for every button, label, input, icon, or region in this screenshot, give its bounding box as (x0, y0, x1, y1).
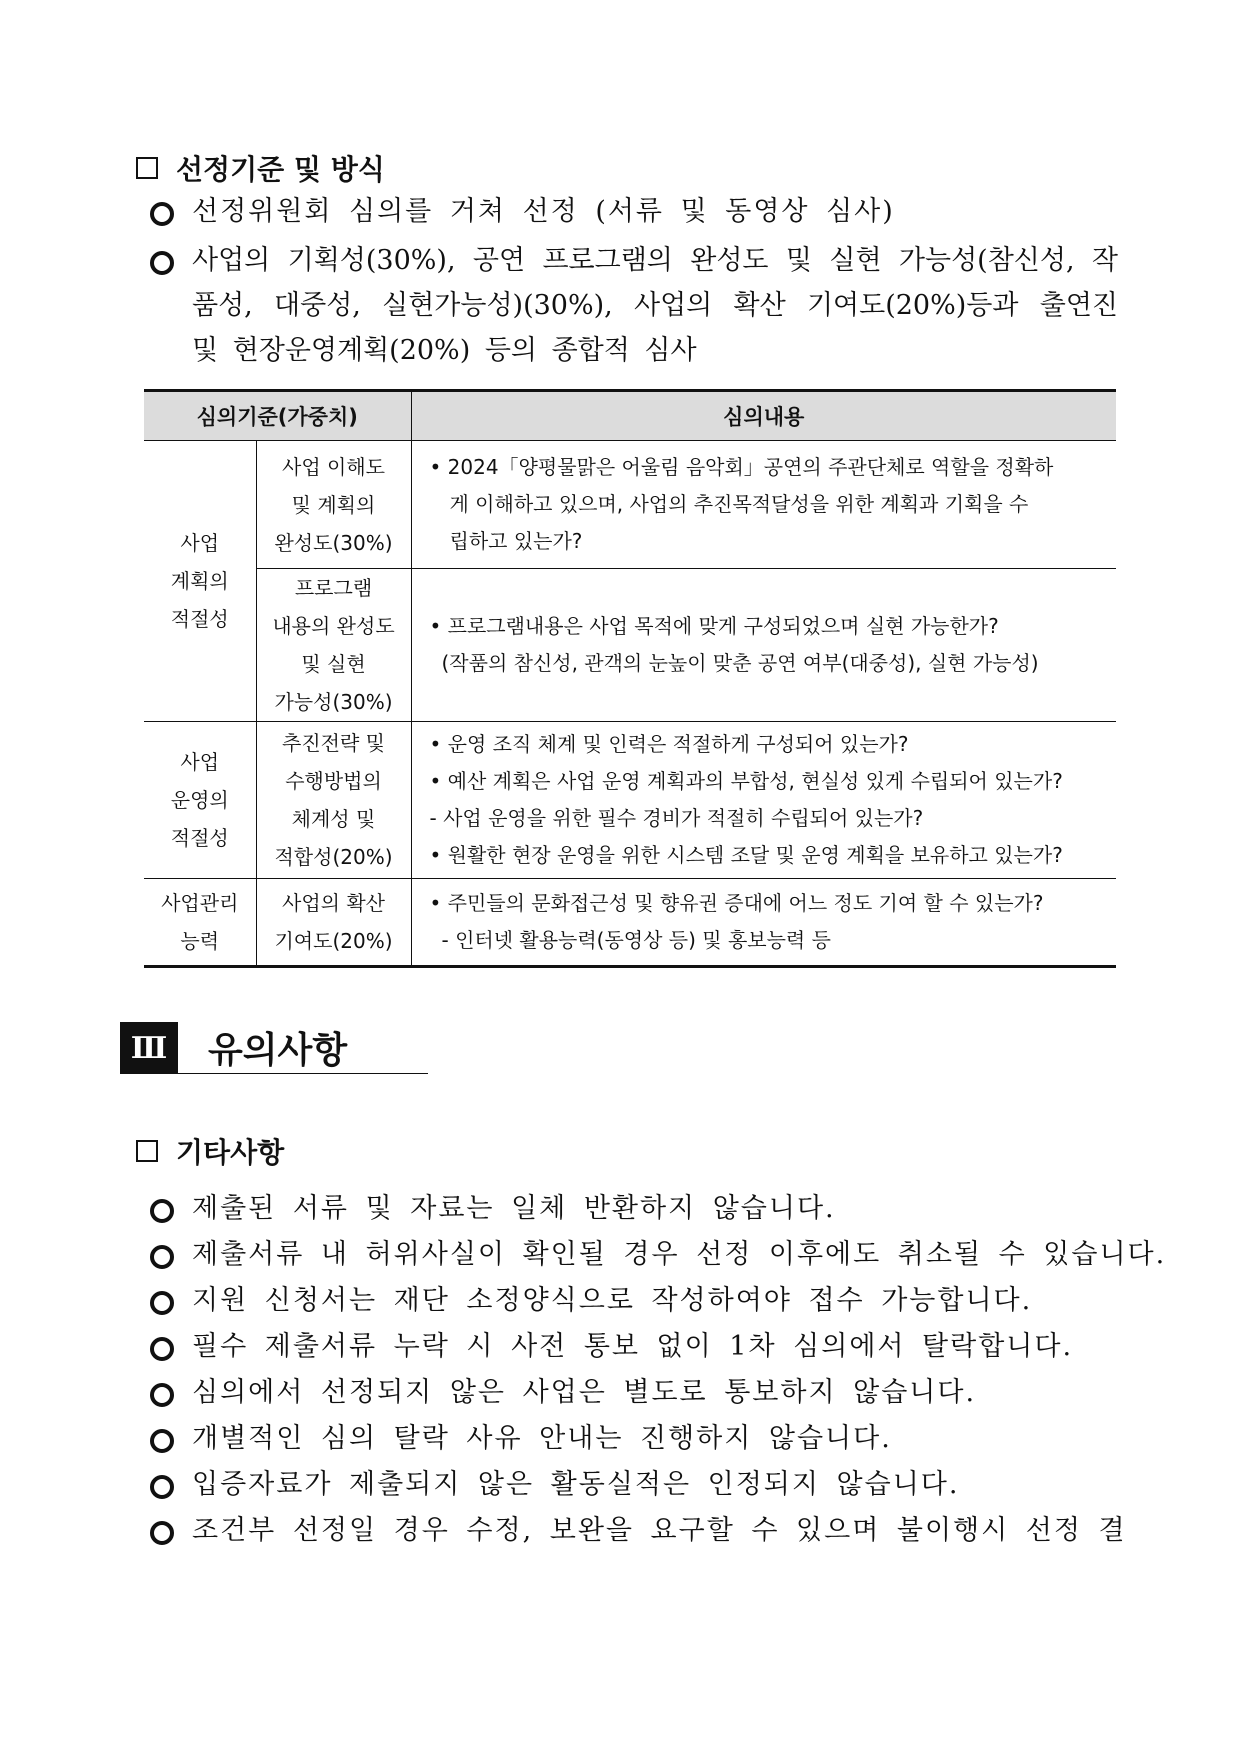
content-cell: • 주민들의 문화접근성 및 향유권 증대에 어느 정도 기여 할 수 있는가? - 인터넷 활용능력(동영상 등) 및 홍보능력 등 (429, 891, 1044, 952)
content-cell: • 2024「양평물맑은 어울림 음악회」공연의 주관단체로 역할을 정확하 게 이해하고 있으며, 사업의 추진목적달성을 위한 계획과 기획을 수 립하고 있는가? (411, 441, 1116, 569)
circle-bullet-icon (150, 1291, 174, 1315)
section-heading-other (136, 1131, 284, 1171)
circle-bullet-icon (150, 1521, 174, 1545)
category-cell: 사업 계획의 적절성 (144, 441, 256, 722)
list-item: 필수 제출서류 누락 시 사전 통보 없이 1차 심의에서 탈락합니다. (148, 1324, 1118, 1370)
circle-bullet-icon (150, 202, 174, 226)
list-item: 지원 신청서는 재단 소정양식으로 작성하여야 접수 가능합니다. (148, 1278, 1118, 1324)
list-item: 제출된 서류 및 자료는 일체 반환하지 않습니다. (148, 1186, 1118, 1232)
evaluation-criteria-table (144, 389, 1116, 968)
list-item: 개별적인 심의 탈락 사유 안내는 진행하지 않습니다. (148, 1416, 1118, 1462)
chapter-number-badge: Ⅲ (120, 1022, 178, 1074)
content-cell: • 운영 조직 체계 및 인력은 적절하게 구성되어 있는가? • 예산 계획은 사업 운영 계획과의 부합성, 현실성 있게 수립되어 있는가? - 사업 운영을 위한 필수 경비가 적절히 수립되어 있는가? • 원활한 현장 운영을 위한 시스템 조달 및 운영 계획을 보유하고 있는가? (411, 722, 1116, 879)
checkbox-square-icon (136, 1140, 158, 1162)
table-header-row (144, 391, 1116, 441)
table-row (144, 569, 1116, 722)
circle-bullet-icon (150, 1245, 174, 1269)
checkbox-square-icon (136, 157, 158, 179)
category-cell: 사업 운영의 적절성 (144, 722, 256, 879)
circle-bullet-icon (150, 251, 174, 275)
criteria-bullet-list (148, 189, 1118, 373)
table-row (144, 441, 1116, 569)
content-cell: • 프로그램내용은 사업 목적에 맞게 구성되었으며 실현 가능한가? (작품의 참신성, 관객의 눈높이 맞춘 공연 여부(대중성), 실현 가능성) (411, 569, 1116, 722)
section-heading-text: 선정기준 및 방식 (176, 153, 385, 186)
list-item: 심의에서 선정되지 않은 사업은 별도로 통보하지 않습니다. (148, 1370, 1118, 1416)
list-item: 조건부 선정일 경우 수정, 보완을 요구할 수 있으며 불이행시 선정 결 (148, 1508, 1118, 1554)
section-heading-text: 기타사항 (176, 1136, 285, 1169)
criterion-cell: 사업 이해도 및 계획의 완성도(30%) (256, 441, 411, 569)
circle-bullet-icon (150, 1199, 174, 1223)
chapter-title-underline (178, 1022, 428, 1074)
section-heading-criteria (136, 148, 385, 188)
table-row (144, 722, 1116, 879)
list-item: 사업의 기획성(30%), 공연 프로그램의 완성도 및 실현 가능성(참신성, 작품성, 대중성, 실현가능성)(30%), 사업의 확산 기여도(20%)등과 출연진 및 현장운영계획(20%) 등의 종합적 심사 (148, 238, 1118, 373)
circle-bullet-icon (150, 1429, 174, 1453)
criterion-cell: 프로그램 내용의 완성도 및 실현 가능성(30%) (256, 569, 411, 722)
circle-bullet-icon (150, 1475, 174, 1499)
list-item: 입증자료가 제출되지 않은 활동실적은 인정되지 않습니다. (148, 1462, 1118, 1508)
criterion-cell: 추진전략 및 수행방법의 체계성 및 적합성(20%) (256, 722, 411, 879)
criterion-cell: 사업의 확산 기여도(20%) (256, 879, 411, 967)
list-item: 제출서류 내 허위사실이 확인될 경우 선정 이후에도 취소될 수 있습니다. (148, 1232, 1118, 1278)
header-criteria: 심의기준(가중치) (144, 391, 411, 441)
chapter-title: 유의사항 (208, 1030, 348, 1071)
header-content: 심의내용 (411, 391, 1116, 441)
circle-bullet-icon (150, 1383, 174, 1407)
circle-bullet-icon (150, 1337, 174, 1361)
category-cell: 사업관리 능력 (144, 879, 256, 967)
table-row (144, 879, 1116, 967)
notes-bullet-list (148, 1186, 1167, 1554)
chapter-heading (120, 1022, 428, 1074)
list-item: 선정위원회 심의를 거쳐 선정 (서류 및 동영상 심사) (148, 189, 1118, 235)
